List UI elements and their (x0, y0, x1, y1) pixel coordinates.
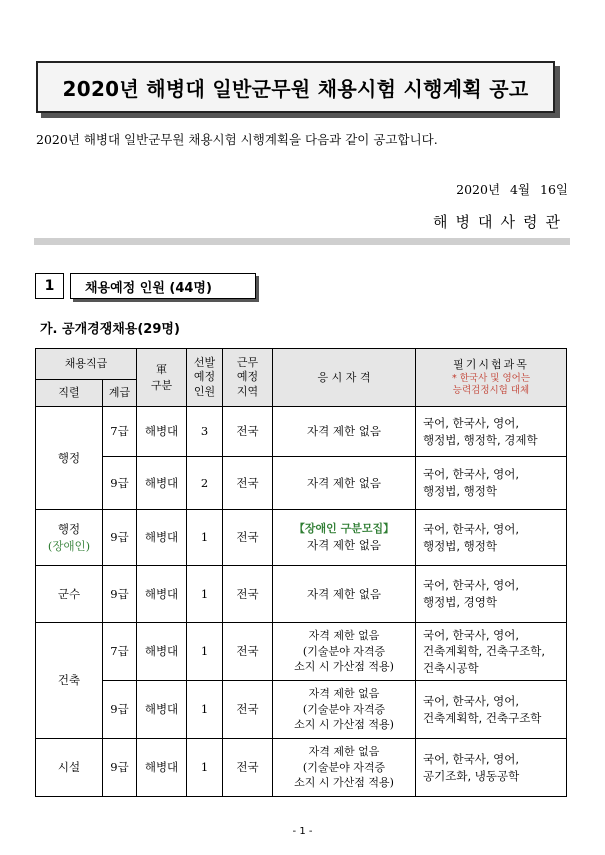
cell-subjects: 국어, 한국사, 영어, 건축계획학, 건축구조학 (416, 681, 567, 739)
cell-rank: 9급 (103, 457, 137, 510)
cell-qualification: 자격 제한 없음 (273, 566, 416, 623)
intro-text: 2020년 해병대 일반군무원 채용시험 시행계획을 다음과 같이 공고합니다. (36, 132, 438, 147)
recruitment-table (35, 348, 567, 797)
cell-quota: 1 (187, 681, 223, 739)
cell-qualification: 자격 제한 없음 (기술분야 자격증 소지 시 가산점 적용) (273, 739, 416, 797)
header-location: 근무 예정 지역 (223, 349, 273, 407)
cell-quota: 1 (187, 623, 223, 681)
cell-branch: 해병대 (137, 739, 187, 797)
cell-quota: 1 (187, 739, 223, 797)
cell-quota: 2 (187, 457, 223, 510)
cell-series-main: 행정 (57, 521, 81, 536)
header-subjects-note: * 한국사 및 영어는 능력검정시험 대체 (451, 372, 531, 397)
header-quota: 선발 예정 인원 (187, 349, 223, 407)
cell-subjects: 국어, 한국사, 영어, 공기조화, 냉동공학 (416, 739, 567, 797)
cell-branch: 해병대 (137, 510, 187, 566)
cell-subjects: 국어, 한국사, 영어, 행정법, 행정학 (416, 510, 567, 566)
header-rank: 계급 (103, 380, 137, 407)
cell-rank: 7급 (103, 407, 137, 457)
table-row (36, 739, 567, 797)
cell-quota: 1 (187, 510, 223, 566)
table-row (36, 681, 567, 739)
header-subjects-title: 필기시험과목 (453, 357, 529, 371)
table-row (36, 623, 567, 681)
cell-series: 건축 (36, 623, 103, 739)
subsection-title: 가. 공개경쟁채용(29명) (40, 322, 180, 337)
section-title: 채용예정 인원 (44명) (70, 273, 256, 299)
announcement-date: 2020년 4월 16일 (456, 182, 568, 197)
cell-branch: 해병대 (137, 566, 187, 623)
header-subjects (416, 349, 567, 407)
divider (34, 238, 570, 245)
header-job-grade: 채용직급 (36, 349, 137, 380)
cell-series: 군수 (36, 566, 103, 623)
page-number: - 1 - (292, 826, 313, 837)
cell-quota: 1 (187, 566, 223, 623)
cell-qualification (273, 510, 416, 566)
cell-series-sub: (장애인) (47, 538, 91, 553)
cell-qualification: 자격 제한 없음 (기술분야 자격증 소지 시 가산점 적용) (273, 681, 416, 739)
cell-quota: 3 (187, 407, 223, 457)
cell-location: 전국 (223, 566, 273, 623)
cell-branch: 해병대 (137, 407, 187, 457)
cell-qualification: 자격 제한 없음 (273, 407, 416, 457)
section-number: 1 (35, 273, 64, 299)
cell-branch: 해병대 (137, 623, 187, 681)
cell-series: 시설 (36, 739, 103, 797)
title-banner (36, 61, 555, 113)
cell-branch: 해병대 (137, 681, 187, 739)
cell-rank: 9급 (103, 681, 137, 739)
cell-location: 전국 (223, 623, 273, 681)
table-row (36, 566, 567, 623)
cell-branch: 해병대 (137, 457, 187, 510)
document-title: 2020년 해병대 일반군무원 채용시험 시행계획 공고 (62, 76, 529, 101)
cell-location: 전국 (223, 681, 273, 739)
table-row (36, 457, 567, 510)
cell-rank: 7급 (103, 623, 137, 681)
table-row (36, 407, 567, 457)
cell-rank: 9급 (103, 566, 137, 623)
table-row (36, 510, 567, 566)
cell-location: 전국 (223, 457, 273, 510)
qualification-tag: 【장애인 구분모집】 (293, 522, 395, 536)
header-branch: 軍 구분 (137, 349, 187, 407)
cell-series: 행정 (36, 407, 103, 510)
cell-location: 전국 (223, 739, 273, 797)
cell-location: 전국 (223, 510, 273, 566)
cell-series (36, 510, 103, 566)
cell-qualification: 자격 제한 없음 (기술분야 자격증 소지 시 가산점 적용) (273, 623, 416, 681)
cell-location: 전국 (223, 407, 273, 457)
cell-rank: 9급 (103, 739, 137, 797)
cell-rank: 9급 (103, 510, 137, 566)
cell-qualification: 자격 제한 없음 (273, 457, 416, 510)
header-qualification: 응 시 자 격 (273, 349, 416, 407)
cell-subjects: 국어, 한국사, 영어, 건축계획학, 건축구조학, 건축시공학 (416, 623, 567, 681)
issuing-organization: 해병대사령관 (433, 213, 568, 231)
qualification-text: 자격 제한 없음 (307, 538, 381, 553)
header-series: 직렬 (36, 380, 103, 407)
cell-subjects: 국어, 한국사, 영어, 행정법, 행정학, 경제학 (416, 407, 567, 457)
cell-subjects: 국어, 한국사, 영어, 행정법, 행정학 (416, 457, 567, 510)
cell-subjects: 국어, 한국사, 영어, 행정법, 경영학 (416, 566, 567, 623)
